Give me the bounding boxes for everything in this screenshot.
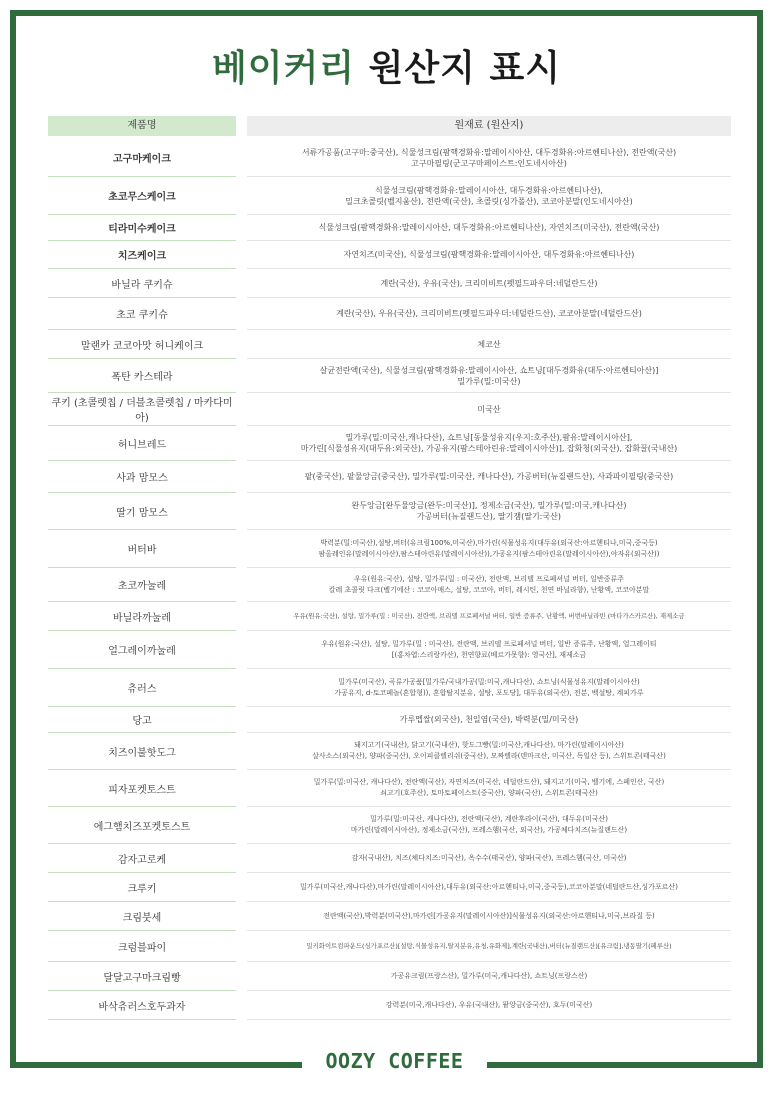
ingredients-cell: [247, 426, 731, 461]
ingredients-text: [352, 500, 627, 522]
product-name: 초코 쿠키슈: [48, 298, 236, 330]
table-row: [48, 530, 731, 568]
ingredients-cell: [247, 298, 731, 330]
ingredients-line: 전란액(국산),박력분(미국산),마가린[가공유지(말레이시아산)]식물성유지(외국산:아르헨티나,미국,브라질 등): [323, 911, 655, 920]
origin-table: [48, 139, 731, 1020]
product-name: 치즈케이크: [48, 241, 236, 269]
table-row: [48, 770, 731, 807]
ingredients-line: 마가린[식물성유지(대두유:외국산), 가공유지(팜스테아린유:말레이시아산)], 잡화청(외국산), 잡화꿀(국내산): [300, 444, 678, 453]
ingredients-line: 식물성크림(팜핵경화유:말레이시아산, 대두경화유:아르헨티나산),: [375, 185, 603, 195]
ingredients-cell: [247, 241, 731, 269]
table-row: [48, 393, 731, 426]
ingredients-text: [334, 677, 643, 699]
ingredients-line: 계란(국산), 우유(국산), 크리미비트(펫필드파우더:네덜란드산), 코코아분말(네덜란드산): [336, 309, 642, 318]
ingredients-line: 칼레 초콜릿 다크(벨기에산 : 코코아매스, 설탕, 코코아, 버터, 레시틴, 천연 바닐라향), 난황액, 코코아분말: [328, 585, 650, 594]
ingredients-cell: [247, 631, 731, 669]
ingredients-line: 강력분(미국,캐나다산), 우유(국내산), 팥앙금(중국산), 호두(미국산): [385, 1000, 593, 1009]
ingredients-line: 밀가루(밀:미국산, 캐나다산), 전란액(국산), 계란후라이(국산), 대두유(미국산): [369, 815, 609, 823]
ingredients-text: [380, 278, 597, 289]
product-name: 말랜카 코코아맛 허니케이크: [48, 330, 236, 359]
ingredients-text: [336, 308, 642, 319]
ingredients-line: 박력분(밀:미국산),설탕,버터(유크림100%,미국산),마가린(식물성유지(대두유(외국산:아르헨티나,미국,중국등): [320, 538, 658, 547]
ingredients-text: [302, 147, 676, 169]
ingredients-text: [345, 185, 633, 207]
ingredients-line: 우유(원유:국산), 설탕, 밀가루(밀 : 미국산), 전란액, 브리델 프로페셔널 버터, 일반 증류주, 난황액, 버번바닐라빈 (마다가스카르산), 재제소금: [293, 611, 685, 620]
product-name: 치즈이불핫도그: [48, 733, 236, 770]
ingredients-line: 밀가루(미국산,캐나다산),마가린(말레이시아산),대두유(외국산:아르헨티나,미국,중국등),코코아분말(네덜란드산,싱가포르산): [300, 882, 678, 891]
product-name: 폭탄 카스테라: [48, 359, 236, 393]
ingredients-cell: [247, 568, 731, 602]
table-row: [48, 669, 731, 707]
product-name: 얼그레이까눌레: [48, 631, 236, 669]
page-title: [0, 40, 773, 91]
ingredients-cell: [247, 493, 731, 530]
ingredients-cell: [247, 215, 731, 241]
ingredients-text: [477, 339, 500, 350]
table-row: [48, 241, 731, 269]
table-row: [48, 962, 731, 991]
product-name: 바닐라까눌레: [48, 602, 236, 631]
ingredients-text: [323, 911, 655, 922]
table-row: [48, 269, 731, 298]
product-name: 크럼블파이: [48, 931, 236, 962]
product-name: 고구마케이크: [48, 139, 236, 177]
product-name: 크루키: [48, 873, 236, 902]
product-name: 피자포켓토스트: [48, 770, 236, 807]
page-title-rest: 원산지 표시: [368, 48, 562, 89]
ingredients-line: 가루멥쌀(외국산), 천일염(국산), 박력분(밀/미국산): [399, 715, 579, 724]
ingredients-line: 팜올레인유(말레이시아산),팜스테아린유(말레이시아산)),가공유지(팜스테아린유(말레이시아산),야자유(외국산)): [318, 549, 660, 558]
ingredients-line: 고구마필링(군고구마페이스트:인도네시아산): [411, 158, 567, 168]
product-name: 버터바: [48, 530, 236, 568]
product-name: 바닐라 쿠키슈: [48, 269, 236, 298]
ingredients-line: 밀가루(밀:미국산,캐나다산), 쇼트닝[동물성유지(우지:호주산),팜유:말레이시아산],: [345, 433, 633, 442]
ingredients-text: [293, 611, 684, 622]
product-name: 에그햄치즈포켓토스트: [48, 807, 236, 844]
ingredients-line: 밀키화이트컴파운드(싱가포르산)[설탕,식물성유지,탈지분유,유청,유화제],계란(국내산),버터(뉴질랜드산)[유크림],냉동딸기(페루산): [306, 941, 672, 950]
ingredients-line: 밀가루(밀:미국산, 캐나다산), 전란액(국산), 자연치즈(미국산, 네덜란드산), 돼지고기(미국, 벨기에, 스페인산, 국산): [313, 778, 665, 786]
table-row: [48, 568, 731, 602]
ingredients-text: [344, 249, 635, 260]
ingredients-cell: [247, 139, 731, 177]
ingredients-cell: [247, 669, 731, 707]
ingredients-cell: [247, 269, 731, 298]
ingredients-cell: [247, 844, 731, 873]
table-row: [48, 991, 731, 1020]
frame-top-border: [10, 10, 763, 16]
table-header: [48, 116, 731, 136]
product-name: 당고: [48, 707, 236, 733]
ingredients-line: 쇠고기(호주산), 토마토페이스트(중국산), 양파(국산), 스위트콘(태국산): [380, 789, 598, 797]
ingredients-text: [477, 404, 500, 415]
ingredients-text: [319, 222, 660, 233]
frame-right-border: [757, 10, 763, 1068]
ingredients-cell: [247, 902, 731, 931]
ingredients-cell: [247, 733, 731, 770]
ingredients-line: 밀크초콜릿(벨지움산), 전란액(국산), 초콜릿(싱가폴산), 코코아분말(인도네시아산): [345, 196, 633, 206]
ingredients-cell: [247, 177, 731, 215]
table-row: [48, 215, 731, 241]
ingredients-line: 미국산: [477, 404, 501, 414]
ingredients-line: 완두앙금[완두물앙금(완두:미국산)], 정제소금(국산), 밀가루(밀:미국,캐나다산): [351, 501, 627, 510]
ingredients-line: 감자(국내산), 치즈(체다치즈:미국산), 옥수수(태국산), 양파(국산), 프레스햄(국산, 미국산): [351, 853, 627, 862]
ingredients-text: [314, 777, 665, 799]
ingredients-text: [320, 365, 659, 387]
table-row: [48, 631, 731, 669]
table-row: [48, 177, 731, 215]
table-row: [48, 902, 731, 931]
ingredients-line: 서류가공품(고구마:중국산), 식물성크림(팜핵경화유:말레이시아산, 대두경화유:아르헨티나산), 전란액(국산): [301, 147, 677, 157]
ingredients-text: [351, 853, 626, 864]
product-name: 티라미수케이크: [48, 215, 236, 241]
ingredients-text: [400, 714, 578, 725]
table-row: [48, 807, 731, 844]
ingredients-line: 가공유크림(프랑스산), 밀가루(미국,캐나다산), 쇼트닝(프랑스산): [390, 971, 588, 980]
ingredients-cell: [247, 461, 731, 493]
table-row: [48, 931, 731, 962]
frame-left-border: [10, 10, 16, 1068]
product-name: 초코무스케이크: [48, 177, 236, 215]
product-name: 딸기 맘모스: [48, 493, 236, 530]
ingredients-text: [306, 941, 671, 952]
footer-brand-logo: OOZY COFFEE: [325, 1049, 464, 1073]
ingredients-text: [386, 1000, 592, 1011]
table-row: [48, 733, 731, 770]
ingredients-text: [318, 538, 659, 560]
ingredients-text: [351, 814, 627, 836]
ingredients-line: 살사소스(외국산), 양파(중국산), 오이피클렐리쉬(중국산), 모짜렐라(덴마크산, 미국산, 독일산 등), 스위트콘(태국산): [312, 752, 666, 760]
product-name: 사과 맘모스: [48, 461, 236, 493]
ingredients-cell: [247, 931, 731, 962]
ingredients-text: [300, 882, 678, 893]
product-name: 츄러스: [48, 669, 236, 707]
ingredients-cell: [247, 359, 731, 393]
header-ingredients: 원재료 (원산지): [247, 116, 731, 136]
ingredients-text: [321, 639, 656, 661]
product-name: 바삭츄러스호두과자: [48, 991, 236, 1020]
ingredients-line: 체코산: [477, 339, 501, 349]
ingredients-line: [(홍차엽:스리랑카산), 천연향료(베르가못향): 영국산], 재제소금: [391, 650, 587, 659]
frame-bottom-left-border: [10, 1062, 302, 1068]
ingredients-line: 돼지고기(국내산), 닭고기(국내산), 핫도그빵(밀:미국산,캐나다산), 마가린(말레이시아산): [354, 741, 624, 749]
ingredients-line: 팥(중국산), 팥물앙금(중국산), 밀가루(밀:미국산, 캐나다산), 가공버터(뉴질랜드산), 사과파이필링(중국산): [304, 472, 674, 481]
table-row: [48, 707, 731, 733]
ingredients-line: 살균전란액(국산), 식물성크림(팜핵경화유:말레이시아산, 쇼트닝[대두경화유(대두:아르헨티아산)]: [319, 365, 659, 375]
table-row: [48, 139, 731, 177]
ingredients-line: 밀가루(밀:미국산): [457, 376, 521, 386]
ingredients-cell: [247, 530, 731, 568]
ingredients-line: 식물성크림(팜핵경화유:말레이시아산, 대두경화유:아르헨티나산), 자연치즈(미국산), 전란액(국산): [318, 223, 660, 232]
ingredients-text: [329, 574, 650, 596]
product-name: 쿠키 (초콜렛칩 / 더블초콜렛칩 / 마카다미아): [48, 393, 236, 426]
ingredients-line: 마가린(말레이시아산), 정제소금(국산), 프레스햄(국산, 외국산), 가공체다치즈(뉴질랜드산): [350, 826, 628, 834]
ingredients-cell: [247, 707, 731, 733]
table-row: [48, 298, 731, 330]
product-name: 허니브레드: [48, 426, 236, 461]
ingredients-text: [312, 740, 666, 762]
table-row: [48, 602, 731, 631]
ingredients-cell: [247, 873, 731, 902]
table-row: [48, 844, 731, 873]
ingredients-text: [391, 971, 588, 982]
ingredients-cell: [247, 330, 731, 359]
ingredients-line: 계란(국산), 우유(국산), 크리미비트(펫필드파우더:네덜란드산): [380, 278, 598, 288]
table-row: [48, 493, 731, 530]
ingredients-cell: [247, 770, 731, 807]
ingredients-cell: [247, 602, 731, 631]
ingredients-line: 자연치즈(미국산), 식물성크림(팜핵경화유:말레이시아산, 대두경화유:아르헨티나산): [343, 250, 635, 259]
product-name: 초코까눌레: [48, 568, 236, 602]
table-row: [48, 359, 731, 393]
table-row: [48, 426, 731, 461]
ingredients-cell: [247, 991, 731, 1020]
product-name: 크림붓세: [48, 902, 236, 931]
table-row: [48, 330, 731, 359]
table-row: [48, 461, 731, 493]
ingredients-line: 밀가루(미국산), 곡류가공품[밀가루/국내가공(밀:미국,캐나다산), 쇼트닝(식물성유지(말레이시아산): [338, 677, 640, 686]
page-title-accent: 베이커리: [211, 48, 356, 89]
product-name: 달달고구마크림빵: [48, 962, 236, 991]
ingredients-line: 가공버터(뉴질랜드산), 딸기잼(딸기:국산): [417, 512, 561, 521]
header-product-name: 제품명: [48, 116, 236, 136]
ingredients-cell: [247, 807, 731, 844]
ingredients-cell: [247, 962, 731, 991]
ingredients-cell: [247, 393, 731, 426]
product-name: 감자고로케: [48, 844, 236, 873]
ingredients-line: 우유(원유:국산), 설탕, 밀가루(밀 : 미국산), 전란액, 브리델 프로페셔널 버터, 일반 증류주, 난황액, 얼그레이티: [321, 639, 657, 648]
table-row: [48, 873, 731, 902]
ingredients-line: 우유(원유:국산), 설탕, 밀가루(밀 : 미국산), 전란액, 브리델 프로페셔널 버터, 일반중류주: [354, 574, 624, 583]
frame-bottom-right-border: [487, 1062, 763, 1068]
ingredients-text: [301, 432, 677, 454]
ingredients-text: [305, 471, 673, 482]
ingredients-line: 가공유지, d-토코페놀(혼합형)), 혼합탈지분유, 설탕, 포도당], 대두유(외국산), 전분, 백설탕, 계피가루: [334, 688, 644, 697]
